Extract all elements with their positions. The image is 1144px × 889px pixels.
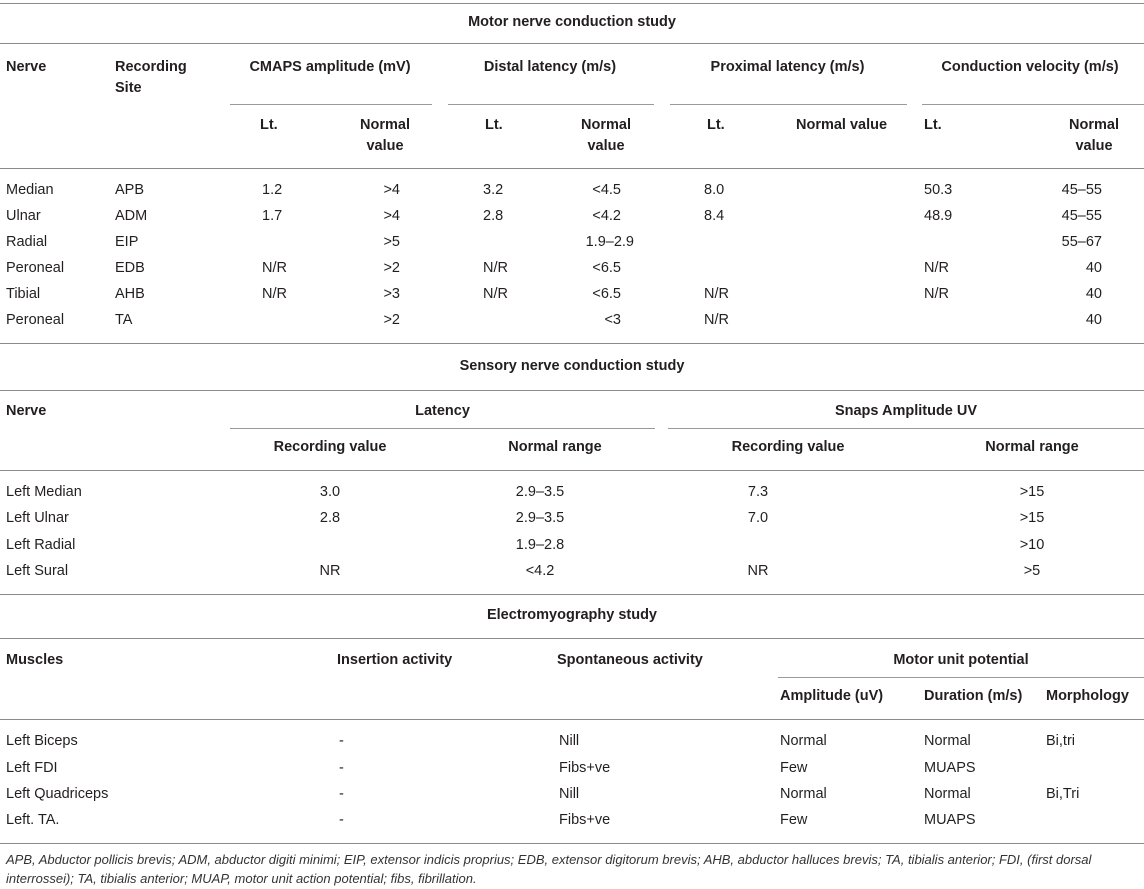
- sensory-row-1-lat-n: 2.9–3.5: [515, 510, 565, 526]
- emg-row-1-amplitude: Few: [780, 760, 808, 776]
- emg-row-1-spontaneous: Fibs+ve: [559, 760, 611, 776]
- emg-row-0-insertion: -: [339, 733, 344, 749]
- sensory-header-rule: [0, 470, 1144, 471]
- motor-row-5-dist-n: <3: [604, 312, 621, 328]
- motor-row-0-cmaps-n: >4: [383, 182, 400, 198]
- motor-row-4-dist-lt: N/R: [483, 286, 508, 302]
- distal-lt-header: Lt.: [485, 117, 503, 133]
- motor-row-3-cv-lt: N/R: [924, 260, 949, 276]
- emg-row-1-duration: MUAPS: [924, 760, 976, 776]
- sensory-row-1-amp-rec: 7.0: [747, 510, 769, 526]
- emg-row-3-insertion: -: [339, 812, 344, 828]
- emg-header-muscles: Muscles: [6, 652, 64, 668]
- distal-span-rule: [448, 104, 654, 105]
- motor-row-5-nerve: Peroneal: [6, 312, 65, 328]
- motor-row-4-dist-n: <6.5: [592, 286, 621, 302]
- emg-bottom-rule: [0, 843, 1144, 844]
- motor-row-4-cv-n: 40: [1085, 286, 1102, 302]
- table-footnote: APB, Abductor pollicis brevis; ADM, abductor digiti minimi; EIP, extensor indicis proprius; EDB, extensor digitorum brevis; AHB, abductor halluces brevis; TA, tibialis anterior; FDI, (first dorsal interrossei); TA, tibialis anterior; MUAP, motor unit action potential; fibs, fibrillation.: [6, 852, 1092, 886]
- emg-row-2-muscle: Left Quadriceps: [6, 786, 109, 802]
- motor-row-4-cmaps-lt: N/R: [262, 286, 287, 302]
- proximal-span-rule: [670, 104, 907, 105]
- motor-row-2-cmaps-n: >5: [383, 234, 400, 250]
- motor-row-4-cmaps-n: >3: [383, 286, 400, 302]
- motor-row-4-prox-lt: N/R: [704, 286, 729, 302]
- velocity-span-rule: [922, 104, 1144, 105]
- sensory-row-0-amp-rec: 7.3: [747, 484, 769, 500]
- emg-header-spontaneous: Spontaneous activity: [557, 652, 703, 668]
- emg-row-0-morphology: Bi,tri: [1046, 733, 1075, 749]
- emg-row-3-spontaneous: Fibs+ve: [559, 812, 611, 828]
- proximal-normal-header: Normal value: [796, 117, 888, 133]
- proximal-lt-header: Lt.: [707, 117, 725, 133]
- motor-row-3-cmaps-n: >2: [383, 260, 400, 276]
- sensory-row-3-lat-n: <4.2: [525, 563, 555, 579]
- sensory-bottom-rule: [0, 594, 1144, 595]
- motor-row-0-prox-lt: 8.0: [704, 182, 725, 198]
- emg-row-0-amplitude: Normal: [780, 733, 827, 749]
- emg-header-mup: Motor unit potential: [893, 652, 1029, 668]
- sensory-row-2-lat-n: 1.9–2.8: [515, 537, 565, 553]
- sensory-row-1-lat-rec: 2.8: [319, 510, 341, 526]
- cmaps-lt-header: Lt.: [260, 117, 278, 133]
- motor-row-5-cmaps-n: >2: [383, 312, 400, 328]
- motor-header-velocity: Conduction velocity (m/s): [941, 59, 1119, 75]
- sensory-row-1-amp-n: >15: [1019, 510, 1045, 526]
- motor-row-0-cv-n: 45–55: [1061, 182, 1102, 198]
- sensory-row-0-amp-n: >15: [1019, 484, 1045, 500]
- sensory-row-3-nerve: Left Sural: [6, 563, 69, 579]
- motor-row-3-dist-n: <6.5: [592, 260, 621, 276]
- emg-row-2-spontaneous: Nill: [559, 786, 580, 802]
- sensory-row-2-nerve: Left Radial: [6, 537, 76, 553]
- sensory-header-nerve: Nerve: [6, 403, 47, 419]
- motor-row-1-cmaps-lt: 1.7: [262, 208, 283, 224]
- emg-header-rule: [0, 719, 1144, 720]
- emg-title-rule: [0, 638, 1144, 639]
- motor-row-1-dist-lt: 2.8: [483, 208, 504, 224]
- motor-row-4-cv-lt: N/R: [924, 286, 949, 302]
- motor-row-3-cv-n: 40: [1085, 260, 1102, 276]
- velocity-normal-header: Normal value: [1069, 117, 1119, 154]
- emg-row-3-amplitude: Few: [780, 812, 808, 828]
- distal-normal-header: Normal value: [581, 117, 631, 154]
- motor-header-cmaps: CMAPS amplitude (mV): [249, 59, 411, 75]
- sensory-row-2-amp-n: >10: [1019, 537, 1045, 553]
- mup-span-rule: [778, 677, 1144, 678]
- sensory-title-rule: [0, 390, 1144, 391]
- emg-row-0-spontaneous: Nill: [559, 733, 580, 749]
- emg-row-1-muscle: Left FDI: [6, 760, 58, 776]
- motor-row-5-cv-n: 40: [1085, 312, 1102, 328]
- emg-row-3-muscle: Left. TA.: [6, 812, 60, 828]
- sensory-row-0-lat-rec: 3.0: [319, 484, 341, 500]
- motor-row-1-dist-n: <4.2: [592, 208, 621, 224]
- emg-row-1-insertion: -: [339, 760, 344, 776]
- motor-row-1-cmaps-n: >4: [383, 208, 400, 224]
- motor-row-5-prox-lt: N/R: [704, 312, 729, 328]
- motor-row-2-cv-n: 55–67: [1061, 234, 1102, 250]
- sensory-row-3-amp-n: >5: [1023, 563, 1041, 579]
- emg-row-3-duration: MUAPS: [924, 812, 976, 828]
- motor-header-rule: [0, 168, 1144, 169]
- sensory-row-0-nerve: Left Median: [6, 484, 82, 500]
- motor-row-2-nerve: Radial: [6, 234, 48, 250]
- motor-row-4-site: AHB: [115, 286, 145, 302]
- emg-row-2-insertion: -: [339, 786, 344, 802]
- motor-header-distal: Distal latency (m/s): [483, 59, 617, 75]
- emg-row-0-duration: Normal: [924, 733, 971, 749]
- emg-header-duration: Duration (m/s): [924, 688, 1023, 704]
- motor-row-2-site: EIP: [115, 234, 139, 250]
- sensory-row-3-lat-rec: NR: [319, 563, 341, 579]
- motor-row-0-cv-lt: 50.3: [924, 182, 953, 198]
- snaps-span-rule: [668, 428, 1144, 429]
- snaps-recording-header: Recording value: [731, 439, 845, 455]
- sensory-row-0-lat-n: 2.9–3.5: [515, 484, 565, 500]
- velocity-lt-header: Lt.: [924, 117, 942, 133]
- cmaps-span-rule: [230, 104, 432, 105]
- motor-title: Motor nerve conduction study: [468, 14, 676, 30]
- sensory-header-snaps: Snaps Amplitude UV: [834, 403, 978, 419]
- emg-row-2-duration: Normal: [924, 786, 971, 802]
- motor-row-2-dist-n: 1.9–2.9: [585, 234, 634, 250]
- sensory-title: Sensory nerve conduction study: [459, 358, 685, 374]
- motor-header-nerve: Nerve: [6, 59, 47, 75]
- emg-row-0-muscle: Left Biceps: [6, 733, 78, 749]
- motor-header-site: Recording Site: [115, 59, 187, 96]
- sensory-row-3-amp-rec: NR: [747, 563, 769, 579]
- latency-recording-header: Recording value: [273, 439, 387, 455]
- latency-span-rule: [230, 428, 655, 429]
- emg-header-amplitude: Amplitude (uV): [780, 688, 884, 704]
- emg-header-morphology: Morphology: [1046, 688, 1129, 704]
- motor-row-0-dist-n: <4.5: [592, 182, 621, 198]
- motor-row-1-cv-lt: 48.9: [924, 208, 953, 224]
- sensory-header-latency: Latency: [415, 403, 470, 419]
- motor-bottom-rule: [0, 343, 1144, 344]
- cmaps-normal-header: Normal value: [360, 117, 410, 154]
- snaps-normal-header: Normal range: [985, 439, 1079, 455]
- emg-header-insertion: Insertion activity: [337, 652, 453, 668]
- motor-row-0-nerve: Median: [6, 182, 54, 198]
- sensory-row-1-nerve: Left Ulnar: [6, 510, 69, 526]
- motor-row-5-site: TA: [115, 312, 133, 328]
- motor-row-3-site: EDB: [115, 260, 145, 276]
- emg-row-2-amplitude: Normal: [780, 786, 827, 802]
- motor-header-proximal: Proximal latency (m/s): [710, 59, 865, 75]
- motor-row-0-site: APB: [115, 182, 145, 198]
- motor-row-3-cmaps-lt: N/R: [262, 260, 287, 276]
- motor-row-3-nerve: Peroneal: [6, 260, 65, 276]
- latency-normal-header: Normal range: [508, 439, 602, 455]
- motor-row-0-dist-lt: 3.2: [483, 182, 504, 198]
- motor-row-1-nerve: Ulnar: [6, 208, 41, 224]
- motor-row-1-prox-lt: 8.4: [704, 208, 725, 224]
- motor-row-1-cv-n: 45–55: [1061, 208, 1102, 224]
- motor-row-3-dist-lt: N/R: [483, 260, 508, 276]
- motor-row-4-nerve: Tibial: [6, 286, 41, 302]
- motor-row-0-cmaps-lt: 1.2: [262, 182, 283, 198]
- top-rule: [0, 3, 1144, 4]
- emg-title: Electromyography study: [486, 607, 657, 623]
- motor-row-1-site: ADM: [115, 208, 148, 224]
- motor-title-rule: [0, 43, 1144, 44]
- emg-row-2-morphology: Bi,Tri: [1046, 786, 1080, 802]
